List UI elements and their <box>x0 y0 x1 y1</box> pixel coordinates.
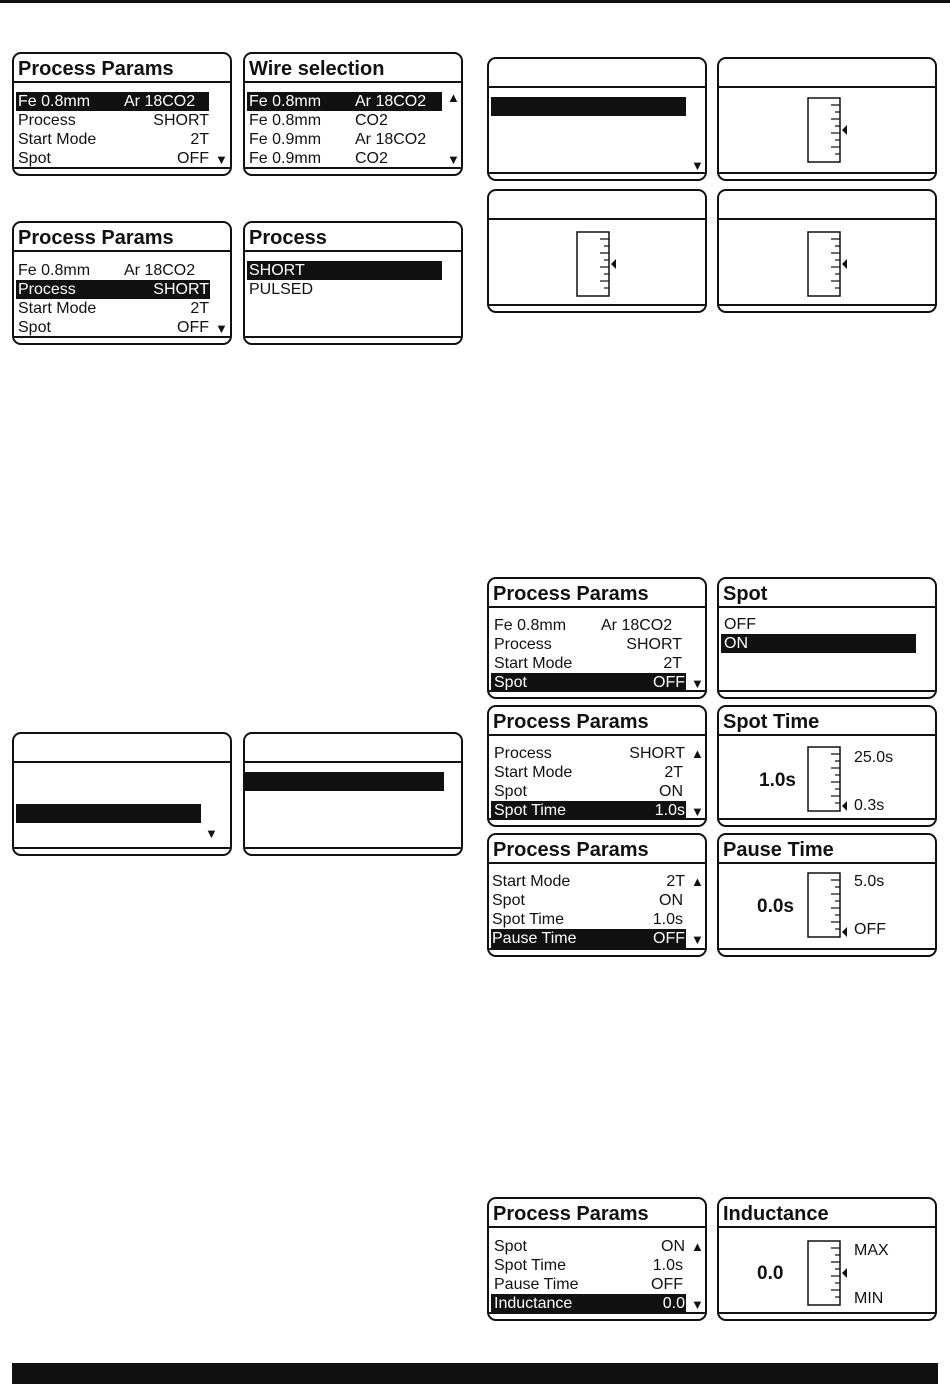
menu-row-selected[interactable] <box>247 261 442 280</box>
menu-row[interactable] <box>491 1275 686 1294</box>
lcd-title: Spot Time <box>719 707 935 736</box>
gauge-value: 1.0s <box>759 770 796 791</box>
lcd-pause-time-gauge <box>717 833 937 957</box>
row-label: Pause Time <box>492 930 577 947</box>
lcd-footer-line <box>14 167 230 169</box>
lcd-footer-line <box>719 172 935 174</box>
menu-row[interactable] <box>491 744 686 763</box>
row-label: Fe 0.9mm <box>249 150 322 167</box>
lcd-footer-line <box>489 690 705 692</box>
lcd-title: Process Params <box>489 1199 705 1228</box>
menu-row[interactable] <box>247 149 442 168</box>
lcd-title <box>14 734 230 763</box>
menu-row[interactable] <box>16 261 209 280</box>
gauge-value: 0.0 <box>757 1263 784 1284</box>
menu-row[interactable] <box>491 782 686 801</box>
row-label: Fe 0.8mm <box>249 112 322 129</box>
lcd-inductance-gauge <box>717 1197 937 1321</box>
gauge-scale <box>576 231 622 297</box>
row-label: Start Mode <box>492 873 571 890</box>
lcd-blank-gauge-1 <box>717 57 937 181</box>
lcd-footer-line <box>719 1312 935 1314</box>
menu-row-selected[interactable] <box>16 280 210 299</box>
menu-row[interactable] <box>491 616 686 635</box>
row-label: Process <box>494 745 552 762</box>
lcd-process-params-spot-time <box>487 705 707 827</box>
row-value: 2T <box>190 300 209 317</box>
menu-row-selected[interactable] <box>491 1294 686 1313</box>
menu-row-selected[interactable] <box>245 772 444 791</box>
gauge-pointer-icon <box>842 1268 847 1278</box>
menu-row[interactable] <box>16 130 209 149</box>
scroll-up-icon: ▲ <box>691 746 704 761</box>
scroll-down-icon: ▼ <box>691 676 704 691</box>
row-value: OFF <box>653 930 685 947</box>
scroll-down-icon: ▼ <box>215 321 228 336</box>
row-label: Fe 0.8mm <box>494 617 567 634</box>
menu-row[interactable] <box>491 891 686 910</box>
row-label: Pause Time <box>494 1276 579 1293</box>
lcd-footer-line <box>489 304 705 306</box>
gauge-scale[interactable] <box>807 1240 853 1306</box>
gauge-pointer-icon <box>842 259 847 269</box>
lcd-process-params-spot <box>487 577 707 699</box>
row-label: Start Mode <box>494 655 573 672</box>
lcd-footer-line <box>245 167 461 169</box>
row-label: Start Mode <box>18 300 97 317</box>
gauge-min-label: 0.3s <box>854 797 885 814</box>
menu-row[interactable] <box>247 130 442 149</box>
lcd-footer-line <box>489 948 705 950</box>
lcd-blank-gauge-3 <box>717 189 937 313</box>
row-value: Ar 18CO2 <box>355 131 427 148</box>
page-top-rule <box>0 0 950 3</box>
row-value: SHORT <box>153 112 209 129</box>
row-value: Ar 18CO2 <box>124 262 196 279</box>
lcd-title: Wire selection <box>245 54 461 83</box>
row-label: SHORT <box>249 262 305 279</box>
row-value: CO2 <box>355 150 388 167</box>
menu-row-selected[interactable] <box>16 804 201 823</box>
row-value: Ar 18CO2 <box>355 93 427 110</box>
row-value: CO2 <box>355 112 388 129</box>
menu-row-selected[interactable] <box>491 97 686 116</box>
row-value: ON <box>661 1238 685 1255</box>
row-value: SHORT <box>153 281 209 298</box>
lcd-title: Process Params <box>14 223 230 252</box>
lcd-title: Spot <box>719 579 935 608</box>
row-label: Process <box>18 281 76 298</box>
row-value: OFF <box>177 319 209 336</box>
scroll-down-icon: ▼ <box>447 152 460 167</box>
row-label: Spot Time <box>492 911 565 928</box>
lcd-footer-line <box>14 847 230 849</box>
lcd-process-params-1 <box>12 52 232 176</box>
row-label: Spot <box>18 150 51 167</box>
row-label: Inductance <box>494 1295 573 1312</box>
scroll-up-icon: ▲ <box>447 90 460 105</box>
lcd-footer-line <box>489 1312 705 1314</box>
menu-row[interactable] <box>491 654 686 673</box>
gauge-min-label: OFF <box>854 921 886 938</box>
lcd-process-params-pause-time <box>487 833 707 957</box>
row-label: Start Mode <box>18 131 97 148</box>
gauge-min-label: MIN <box>854 1290 884 1307</box>
row-label: Fe 0.8mm <box>18 262 91 279</box>
menu-row-selected[interactable] <box>247 92 442 111</box>
menu-row[interactable] <box>16 299 209 318</box>
lcd-footer-line <box>245 847 461 849</box>
lcd-process-params-inductance <box>487 1197 707 1321</box>
gauge-pointer-icon <box>842 125 847 135</box>
lcd-title: Process Params <box>489 707 705 736</box>
gauge-pointer-icon <box>842 801 847 811</box>
menu-row[interactable] <box>16 111 209 130</box>
row-label: Spot Time <box>494 1257 567 1274</box>
lcd-footer-line <box>489 818 705 820</box>
gauge-value: 0.0s <box>757 896 794 917</box>
row-value: ON <box>659 892 683 909</box>
lcd-title: Inductance <box>719 1199 935 1228</box>
menu-row[interactable] <box>16 318 209 337</box>
row-value: 2T <box>664 764 683 781</box>
menu-row-selected[interactable] <box>721 634 916 653</box>
gauge-scale[interactable] <box>807 746 853 812</box>
lcd-process-params-2 <box>12 221 232 345</box>
lcd-process-select <box>243 221 463 345</box>
menu-row-selected[interactable] <box>491 929 686 948</box>
row-value: 2T <box>190 131 209 148</box>
lcd-blank-list-2 <box>12 732 232 856</box>
lcd-title <box>489 191 705 220</box>
row-value: 1.0s <box>652 911 683 928</box>
menu-row[interactable] <box>16 149 209 168</box>
lcd-title: Process Params <box>489 579 705 608</box>
menu-row[interactable] <box>247 280 442 299</box>
lcd-title: Pause Time <box>719 835 935 864</box>
row-label: Spot Time <box>494 802 567 819</box>
lcd-title <box>489 59 705 88</box>
row-value: 0.0 <box>662 1295 685 1312</box>
lcd-wire-selection <box>243 52 463 176</box>
row-value: 1.0s <box>652 1257 683 1274</box>
lcd-title: Process Params <box>14 54 230 83</box>
row-value: ON <box>659 783 683 800</box>
row-value: OFF <box>651 1276 683 1293</box>
scroll-down-icon: ▼ <box>691 158 704 173</box>
row-label: Process <box>18 112 76 129</box>
row-value: OFF <box>653 674 685 691</box>
scroll-up-icon: ▲ <box>691 1239 704 1254</box>
lcd-title: Process <box>245 223 461 252</box>
row-label: Fe 0.8mm <box>18 93 91 110</box>
lcd-footer-line <box>489 172 705 174</box>
lcd-blank-list <box>487 57 707 181</box>
gauge-scale[interactable] <box>807 872 853 938</box>
lcd-title <box>719 59 935 88</box>
page-footer-bar <box>12 1363 938 1384</box>
gauge-max-label: MAX <box>854 1242 889 1259</box>
row-label: Spot <box>494 783 527 800</box>
row-label: Start Mode <box>494 764 573 781</box>
gauge-max-label: 5.0s <box>854 873 885 890</box>
lcd-title <box>719 191 935 220</box>
menu-row[interactable] <box>247 111 442 130</box>
menu-row[interactable] <box>491 1237 686 1256</box>
gauge-pointer-icon <box>842 927 847 937</box>
menu-row[interactable] <box>491 1256 686 1275</box>
menu-row[interactable] <box>491 635 686 654</box>
row-value: 2T <box>663 655 682 672</box>
gauge-pointer-icon <box>611 259 616 269</box>
lcd-spot-time-gauge <box>717 705 937 827</box>
lcd-footer-line <box>245 336 461 338</box>
row-value: 2T <box>666 873 685 890</box>
menu-row[interactable] <box>491 872 686 891</box>
row-value: Ar 18CO2 <box>601 617 673 634</box>
lcd-footer-line <box>719 690 935 692</box>
row-label: Spot <box>494 674 527 691</box>
scroll-up-icon: ▲ <box>691 874 704 889</box>
row-label: Spot <box>18 319 51 336</box>
row-label: PULSED <box>249 281 314 298</box>
gauge-scale <box>807 231 853 297</box>
scroll-down-icon: ▼ <box>691 932 704 947</box>
lcd-footer-line <box>14 336 230 338</box>
scroll-down-icon: ▼ <box>691 1297 704 1312</box>
row-label: Process <box>494 636 552 653</box>
row-label: Fe 0.9mm <box>249 131 322 148</box>
menu-row[interactable] <box>721 615 916 634</box>
lcd-footer-line <box>719 304 935 306</box>
row-value: 1.0s <box>654 802 685 819</box>
menu-row[interactable] <box>491 910 686 929</box>
row-label: Fe 0.8mm <box>249 93 322 110</box>
row-value: Ar 18CO2 <box>124 93 196 110</box>
lcd-title: Process Params <box>489 835 705 864</box>
menu-row[interactable] <box>491 763 686 782</box>
gauge-max-label: 25.0s <box>854 749 894 766</box>
lcd-spot-select <box>717 577 937 699</box>
lcd-footer-line <box>719 948 935 950</box>
row-value: SHORT <box>626 636 682 653</box>
row-label: OFF <box>724 616 756 633</box>
row-label: Spot <box>492 892 525 909</box>
lcd-blank-gauge-2 <box>487 189 707 313</box>
lcd-title <box>245 734 461 763</box>
row-value: SHORT <box>629 745 685 762</box>
menu-row-selected[interactable] <box>16 92 209 111</box>
lcd-footer-line <box>719 818 935 820</box>
scroll-down-icon: ▼ <box>205 826 218 841</box>
scroll-down-icon: ▼ <box>215 152 228 167</box>
gauge-scale <box>807 97 853 163</box>
scroll-down-icon: ▼ <box>691 804 704 819</box>
row-label: Spot <box>494 1238 527 1255</box>
lcd-blank-list-3 <box>243 732 463 856</box>
row-label: ON <box>724 635 748 652</box>
row-value: OFF <box>177 150 209 167</box>
